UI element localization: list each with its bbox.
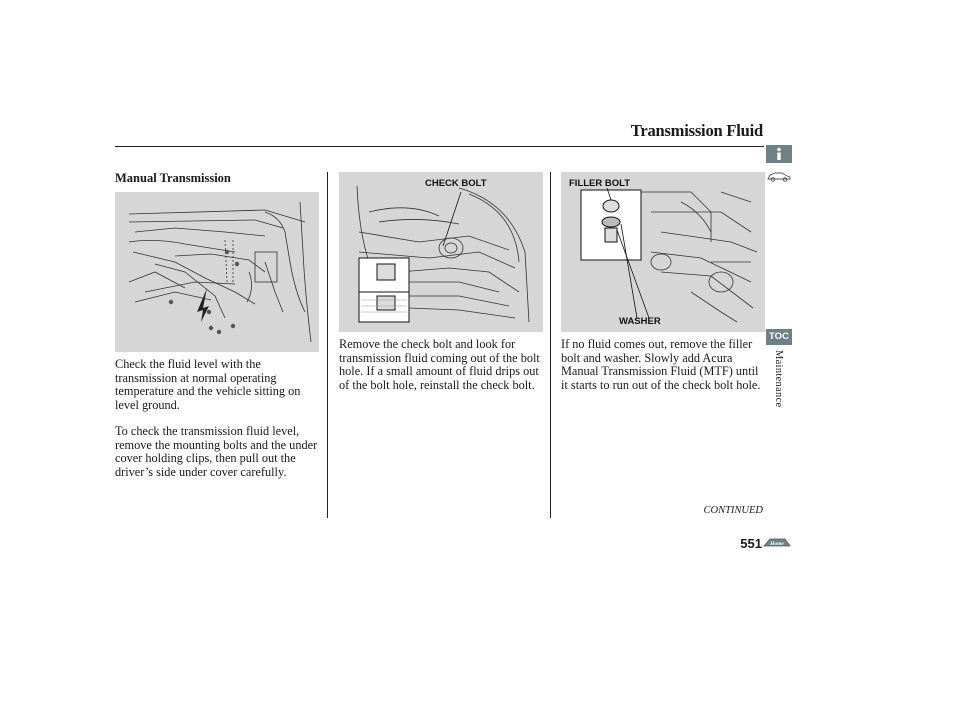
section-tab-maintenance[interactable]: Maintenance xyxy=(773,350,784,408)
column-divider-1 xyxy=(327,172,328,518)
figure-filler-bolt xyxy=(561,172,765,332)
home-label: Home xyxy=(770,541,784,547)
col2-paragraph-1: Remove the check bolt and look for transmission fluid coming out of the bolt hole. If a small amount of fluid drips out of the bolt hole, reinstall the check bolt. xyxy=(339,337,540,392)
section-heading: Manual Transmission xyxy=(115,171,231,185)
figure-under-cover xyxy=(115,192,319,352)
check-bolt-label: CHECK BOLT xyxy=(425,178,487,189)
column-divider-2 xyxy=(550,172,551,518)
filler-bolt-label: FILLER BOLT xyxy=(569,178,631,189)
page-number: 551 xyxy=(740,536,762,551)
vehicle-index-button[interactable] xyxy=(766,168,792,189)
continued-note: CONTINUED xyxy=(703,505,763,516)
car-icon xyxy=(766,168,792,184)
filler-bolt-illustration xyxy=(561,172,765,332)
under-cover-illustration xyxy=(115,192,319,352)
col1-paragraph-2: To check the transmission fluid level, remove the mounting bolts and the under cover holding clips, then pull out the driver’s side under cover carefully. xyxy=(115,424,318,479)
home-button[interactable] xyxy=(763,536,791,550)
figure-check-bolt xyxy=(339,172,543,332)
check-bolt-illustration xyxy=(339,172,543,332)
col1-paragraph-1: Check the fluid level with the transmission at normal operating temperature and the vehicle sitting on level ground. xyxy=(115,357,301,412)
col3-paragraph-1: If no fluid comes out, remove the filler bolt and washer. Slowly add Acura Manual Transmission Fluid (MTF) until it starts to run out of the check bolt hole. xyxy=(561,337,761,392)
washer-label: WASHER xyxy=(619,316,661,327)
toc-button[interactable]: TOC xyxy=(766,329,792,345)
info-icon xyxy=(766,145,792,163)
info-button[interactable] xyxy=(766,145,792,168)
home-icon xyxy=(763,536,791,550)
page-title: Transmission Fluid xyxy=(630,121,763,140)
title-rule xyxy=(115,146,764,147)
